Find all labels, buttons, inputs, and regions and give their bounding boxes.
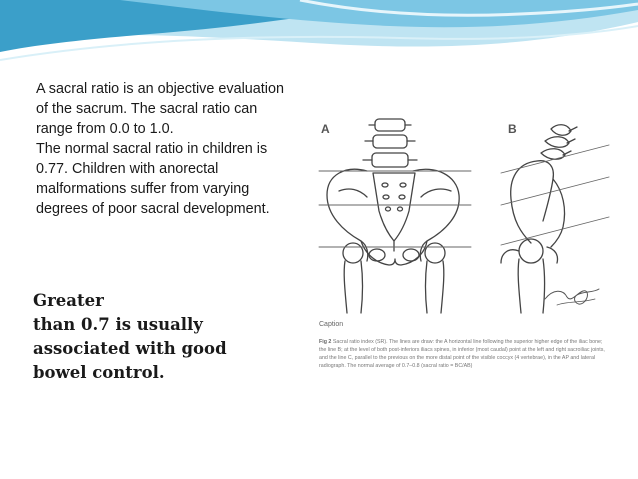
caption-fig-number: Fig 2 (319, 339, 332, 345)
callout-line-4: bowel control. (33, 363, 165, 382)
body-paragraph-1: A sacral ratio is an objective evaluation of the sacrum. The sacral ratio can range from 0.0 to 1.0. (36, 81, 284, 137)
pelvis-lateral-drawing (501, 125, 609, 313)
pelvis-diagrams (305, 113, 613, 319)
callout-line-1: Greater (33, 291, 104, 310)
caption-body: Sacral ratio index (SR). The lines are draw: the A horizontal line following the superior higher edge of the iliac bone; the line B; at the level of both post-inferiors iliacs spines, in inferior (most caudal) point at the left and right sacroiliac joints, and the line C, parallel to the previous on the more distal point of the visible coccyx (4 vertebrae), in the AP and lateral radiograph. The normal average of 0.7–0.8 (sacral ratio = BC/AB) (319, 339, 605, 369)
caption-text (319, 338, 609, 370)
sacral-ratio-figure (305, 113, 613, 391)
figure-label-a: A (321, 122, 330, 136)
body-text (36, 79, 298, 219)
header-wave-decoration (0, 0, 638, 70)
callout-text (33, 289, 283, 385)
figure-label-b: B (508, 122, 517, 136)
callout-line-3: associated with good (33, 339, 227, 358)
body-paragraph-2: The normal sacral ratio in children is 0.77. Children with anorectal malformations suffer from varying degrees of poor sacral development. (36, 141, 270, 217)
caption-title: Caption (319, 321, 344, 328)
pelvis-ap-drawing (319, 119, 471, 313)
callout-line-2: than 0.7 is usually (33, 315, 203, 334)
